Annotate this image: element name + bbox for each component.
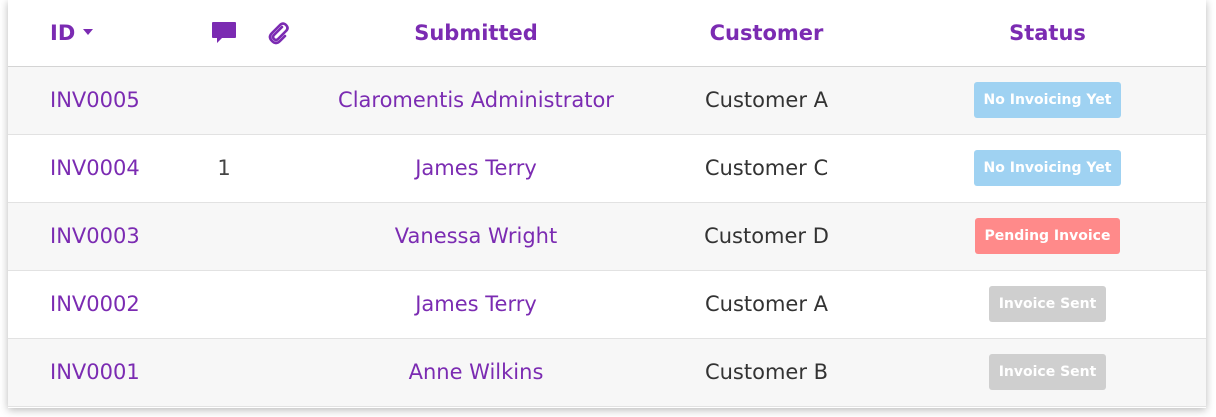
cell-submitted — [308, 270, 644, 338]
cell-message-count: 1 — [200, 134, 248, 202]
invoice-table — [8, 0, 1206, 407]
column-header-id[interactable] — [8, 0, 200, 66]
cell-id[interactable] — [8, 202, 200, 270]
cell-status — [889, 66, 1206, 134]
table-header — [8, 0, 1206, 66]
invoice-id-link[interactable]: INV0001 — [50, 360, 140, 384]
cell-attachment-count — [248, 134, 308, 202]
cell-message-count — [200, 66, 248, 134]
status-badge: Invoice Sent — [989, 354, 1107, 390]
invoice-id-link[interactable]: INV0003 — [50, 224, 140, 248]
column-header-attachments[interactable] — [248, 0, 308, 66]
cell-status — [889, 338, 1206, 406]
cell-attachment-count — [248, 202, 308, 270]
status-badge: No Invoicing Yet — [974, 150, 1122, 186]
cell-attachment-count — [248, 338, 308, 406]
invoice-table-panel — [8, 0, 1206, 408]
cell-status — [889, 134, 1206, 202]
cell-customer: Customer B — [644, 338, 889, 406]
table-row[interactable] — [8, 202, 1206, 270]
status-badge: Invoice Sent — [989, 286, 1107, 322]
cell-status — [889, 202, 1206, 270]
cell-customer: Customer A — [644, 66, 889, 134]
status-badge: Pending Invoice — [975, 218, 1121, 254]
submitter-link[interactable]: Anne Wilkins — [408, 360, 544, 384]
cell-id[interactable] — [8, 134, 200, 202]
cell-customer: Customer C — [644, 134, 889, 202]
submitter-link[interactable]: James Terry — [415, 292, 537, 316]
cell-submitted — [308, 202, 644, 270]
paperclip-icon — [267, 20, 289, 46]
table-body — [8, 66, 1206, 406]
column-header-status[interactable]: Status — [889, 0, 1206, 66]
cell-customer: Customer D — [644, 202, 889, 270]
column-header-submitted[interactable]: Submitted — [308, 0, 644, 66]
column-header-messages[interactable] — [200, 0, 248, 66]
cell-id[interactable] — [8, 338, 200, 406]
sort-down-icon — [83, 29, 93, 35]
submitter-link[interactable]: Vanessa Wright — [394, 224, 558, 248]
column-header-customer[interactable]: Customer — [644, 0, 889, 66]
cell-message-count — [200, 202, 248, 270]
table-row[interactable] — [8, 134, 1206, 202]
cell-submitted — [308, 134, 644, 202]
invoice-id-link[interactable]: INV0004 — [50, 156, 140, 180]
cell-submitted — [308, 66, 644, 134]
invoice-id-link[interactable]: INV0002 — [50, 292, 140, 316]
cell-customer: Customer A — [644, 270, 889, 338]
submitter-link[interactable]: James Terry — [415, 156, 537, 180]
cell-message-count — [200, 270, 248, 338]
invoice-id-link[interactable]: INV0005 — [50, 88, 140, 112]
cell-attachment-count — [248, 270, 308, 338]
column-header-id-label: ID — [50, 20, 76, 45]
table-row[interactable] — [8, 270, 1206, 338]
cell-submitted — [308, 338, 644, 406]
cell-id[interactable] — [8, 270, 200, 338]
table-row[interactable] — [8, 338, 1206, 406]
cell-attachment-count — [248, 66, 308, 134]
cell-id[interactable] — [8, 66, 200, 134]
table-row[interactable] — [8, 66, 1206, 134]
status-badge: No Invoicing Yet — [974, 82, 1122, 118]
cell-message-count — [200, 338, 248, 406]
submitter-link[interactable]: Claromentis Administrator — [338, 88, 614, 112]
speech-bubble-icon — [211, 21, 237, 45]
cell-status — [889, 270, 1206, 338]
